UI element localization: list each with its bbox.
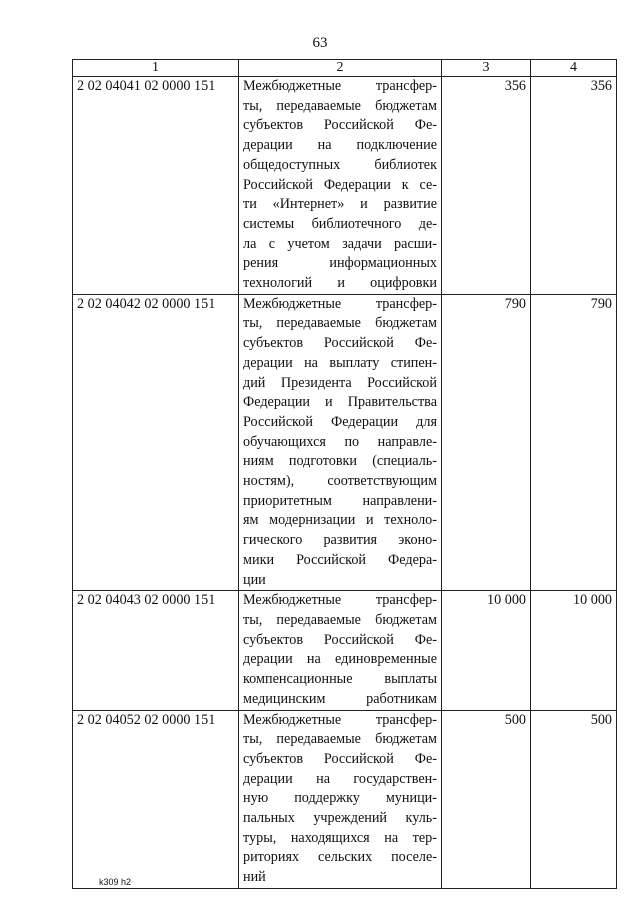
column-header: 1 — [73, 60, 239, 77]
description-line: ностям), соответствующим — [243, 473, 437, 490]
description-line: ции — [243, 571, 266, 588]
column-header: 3 — [442, 60, 531, 77]
table-row — [73, 710, 617, 888]
page-number: 63 — [312, 35, 328, 51]
description — [239, 294, 442, 591]
table-row — [73, 591, 617, 710]
table-row — [73, 294, 617, 591]
description-line: ты, передаваемые бюджетам — [243, 97, 437, 114]
amount-col3: 500 — [442, 710, 531, 888]
description-line: субъектов Российской Фе- — [243, 631, 437, 648]
amount-col4: 790 — [531, 294, 617, 591]
description-line: субъектов Российской Фе- — [243, 750, 437, 767]
description-line: ла с учетом задачи расши- — [243, 235, 437, 252]
description-line: Межбюджетные трансфер- — [243, 78, 437, 94]
description-line: ты, передаваемые бюджетам — [243, 315, 437, 332]
description-line: обучающихся по направле- — [243, 433, 437, 450]
budget-code: 2 02 04052 02 0000 151 — [73, 710, 239, 888]
description-line: дерации на подключение — [243, 137, 437, 154]
column-header: 4 — [531, 60, 617, 77]
amount-col3: 356 — [442, 77, 531, 295]
description-line: ты, передаваемые бюджетам — [243, 731, 437, 748]
description-line: ниям подготовки (специаль- — [243, 453, 437, 470]
description-line: технологий и оцифровки — [243, 275, 437, 292]
description-line: туры, находящихся на тер- — [243, 829, 437, 846]
description-line: медицинским работникам — [243, 690, 437, 707]
description-line: ты, передаваемые бюджетам — [243, 611, 437, 628]
description-line: ний — [243, 869, 266, 886]
description-line: общедоступных библиотек — [243, 156, 437, 173]
description-line: системы библиотечного де- — [243, 215, 437, 232]
description-line: риториях сельских поселе- — [243, 849, 437, 866]
description-line: гического развития эконо- — [243, 532, 437, 549]
description-line: дерации на государствен- — [243, 770, 437, 787]
description-line: ную поддержку муници- — [243, 790, 437, 807]
description-line: дий Президента Российской — [243, 374, 437, 391]
description-line: Межбюджетные трансфер- — [243, 295, 437, 312]
description-line: пальных учреждений куль- — [243, 810, 437, 827]
description — [239, 77, 442, 295]
description-line: дерации на единовременные — [243, 651, 437, 668]
amount-col3: 790 — [442, 294, 531, 591]
description — [239, 710, 442, 888]
description-line: компенсационные выплаты — [243, 671, 437, 688]
budget-code: 2 02 04043 02 0000 151 — [73, 591, 239, 710]
description-line: субъектов Российской Фе- — [243, 335, 437, 352]
description-line: субъектов Российской Фе- — [243, 117, 437, 134]
description-line: дерации на выплату стипен- — [243, 354, 437, 371]
amount-col3: 10 000 — [442, 591, 531, 710]
description-line: приоритетным направлени- — [243, 492, 437, 509]
column-header: 2 — [239, 60, 442, 77]
description-line: Федерации и Правительства — [243, 394, 437, 411]
amount-col4: 10 000 — [531, 591, 617, 710]
description-line: ям модернизации и техноло- — [243, 512, 437, 529]
budget-code: 2 02 04042 02 0000 151 — [73, 294, 239, 591]
description-line: Межбюджетные трансфер- — [243, 592, 437, 609]
budget-table — [72, 59, 617, 889]
description — [239, 591, 442, 710]
footer-code: k309 h2 — [99, 877, 132, 887]
description-line: ти «Интернет» и развитие — [243, 196, 437, 213]
description-line: Российской Федерации для — [243, 413, 437, 430]
header-row — [73, 60, 617, 77]
description-line: Межбюджетные трансфер- — [243, 711, 437, 728]
budget-code: 2 02 04041 02 0000 151 — [73, 77, 239, 295]
description-line: мики Российской Федера- — [243, 551, 437, 568]
amount-col4: 500 — [531, 710, 617, 888]
description-line: рения информационных — [243, 255, 437, 272]
description-line: Российской Федерации к се- — [243, 176, 437, 193]
table-row — [73, 77, 617, 295]
amount-col4: 356 — [531, 77, 617, 295]
